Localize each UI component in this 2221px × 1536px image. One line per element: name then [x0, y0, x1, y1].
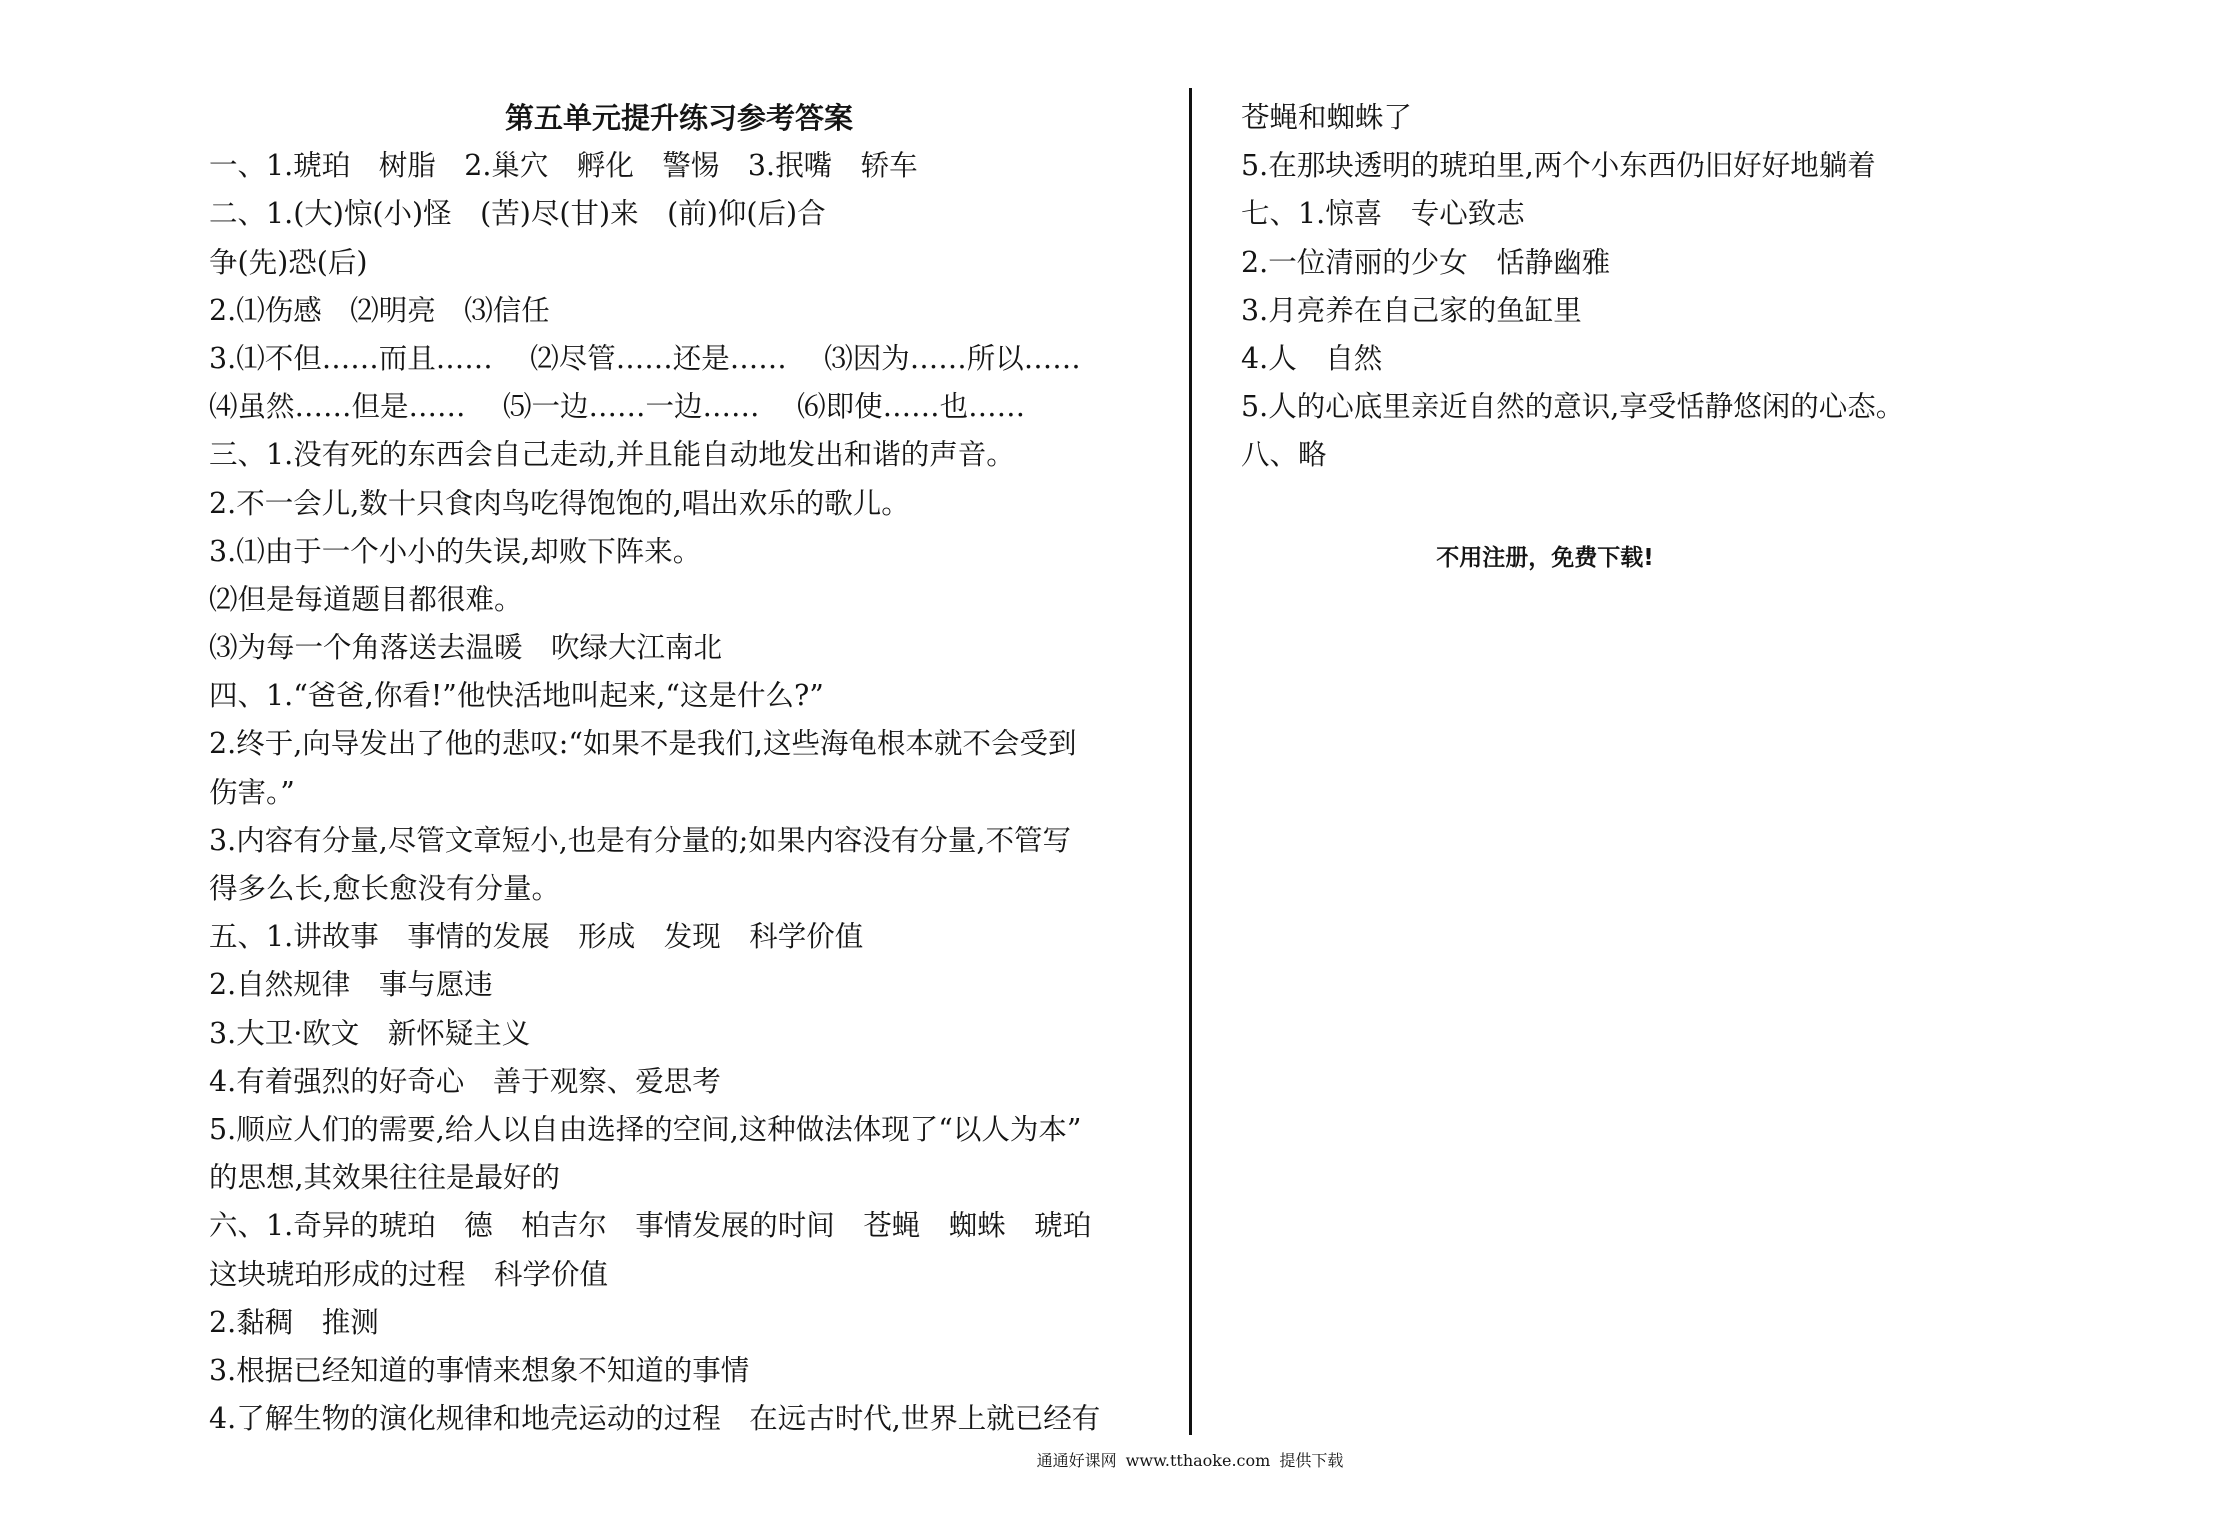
answer-line: 一、1.琥珀 树脂 2.巢穴 孵化 警惕 3.抿嘴 轿车: [209, 149, 918, 183]
answer-line: 八、略: [1241, 438, 1327, 472]
answer-line: 苍蝇和蜘蛛了: [1241, 101, 1413, 134]
answer-line: 伤害。”: [209, 775, 295, 809]
answer-line: ⑶为每一个角落送去温暖 吹绿大江南北: [209, 631, 723, 665]
answer-line: 3.⑴由于一个小小的失误,却败下阵来。: [209, 534, 702, 568]
answer-line: 2.一位清丽的少女 恬静幽雅: [1241, 245, 1611, 279]
answer-line: 争(先)恐(后): [209, 245, 368, 279]
page-footer: 通通好课网 www.tthaoke.com 提供下载: [1036, 1451, 1344, 1470]
answer-line: 这块琥珀形成的过程 科学价值: [209, 1257, 609, 1291]
answer-line: 五、1.讲故事 事情的发展 形成 发现 科学价值: [209, 920, 864, 954]
answer-line: 3.内容有分量,尽管文章短小,也是有分量的;如果内容没有分量,不管写: [209, 823, 1071, 857]
answer-line: 二、1.(大)惊(小)怪 (苦)尽(甘)来 (前)仰(后)合: [209, 197, 826, 231]
answer-line: 4.了解生物的演化规律和地壳运动的过程 在远古时代,世界上就已经有: [209, 1402, 1101, 1436]
answer-line: 3.月亮养在自己家的鱼缸里: [1241, 293, 1582, 327]
answer-line: 4.人 自然: [1241, 341, 1383, 375]
answer-line: 3.根据已经知道的事情来想象不知道的事情: [209, 1353, 750, 1387]
answer-line: 3.⑴不但……而且…… ⑵尽管……还是…… ⑶因为……所以……: [209, 341, 1081, 375]
answer-line: 的思想,其效果往往是最好的: [209, 1161, 561, 1195]
answer-line: 5.人的心底里亲近自然的意识,享受恬静悠闲的心态。: [1241, 390, 1905, 424]
answer-line: 2.终于,向导发出了他的悲叹:“如果不是我们,这些海龟根本就不会受到: [209, 727, 1077, 761]
answer-line: ⑵但是每道题目都很难。: [209, 582, 523, 616]
answer-line: 2.不一会儿,数十只食肉鸟吃得饱饱的,唱出欢乐的歌儿。: [209, 486, 910, 520]
answer-line: 得多么长,愈长愈没有分量。: [209, 872, 561, 905]
answer-line: 四、1.“爸爸,你看!”他快活地叫起来,“这是什么?”: [209, 679, 824, 713]
answer-line: 5.在那块透明的琥珀里,两个小东西仍旧好好地躺着: [1241, 149, 1876, 183]
answer-line: 4.有着强烈的好奇心 善于观察、爱思考: [209, 1064, 721, 1098]
answer-line: 5.顺应人们的需要,给人以自由选择的空间,这种做法体现了“以人为本”: [209, 1112, 1082, 1146]
answer-line: 2.⑴伤感 ⑵明亮 ⑶信任: [209, 293, 550, 327]
answer-line: ⑷虽然……但是…… ⑸一边……一边…… ⑹即使……也……: [209, 390, 1026, 424]
page-title: 第五单元提升练习参考答案: [504, 101, 853, 135]
answer-line: 七、1.惊喜 专心致志: [1241, 197, 1525, 231]
left-column: [209, 94, 1149, 1443]
answer-line: 2.黏稠 推测: [209, 1305, 379, 1339]
download-note: 不用注册，免费下载!: [1436, 545, 1654, 571]
answer-line: 3.大卫·欧文 新怀疑主义: [209, 1016, 531, 1050]
column-divider: [1189, 88, 1192, 1435]
right-column: [1241, 94, 2141, 480]
answer-line: 2.自然规律 事与愿违: [209, 968, 493, 1002]
answer-line: 三、1.没有死的东西会自己走动,并且能自动地发出和谐的声音。: [209, 438, 1015, 472]
answer-line: 六、1.奇异的琥珀 德 柏吉尔 事情发展的时间 苍蝇 蜘蛛 琥珀: [209, 1209, 1092, 1243]
